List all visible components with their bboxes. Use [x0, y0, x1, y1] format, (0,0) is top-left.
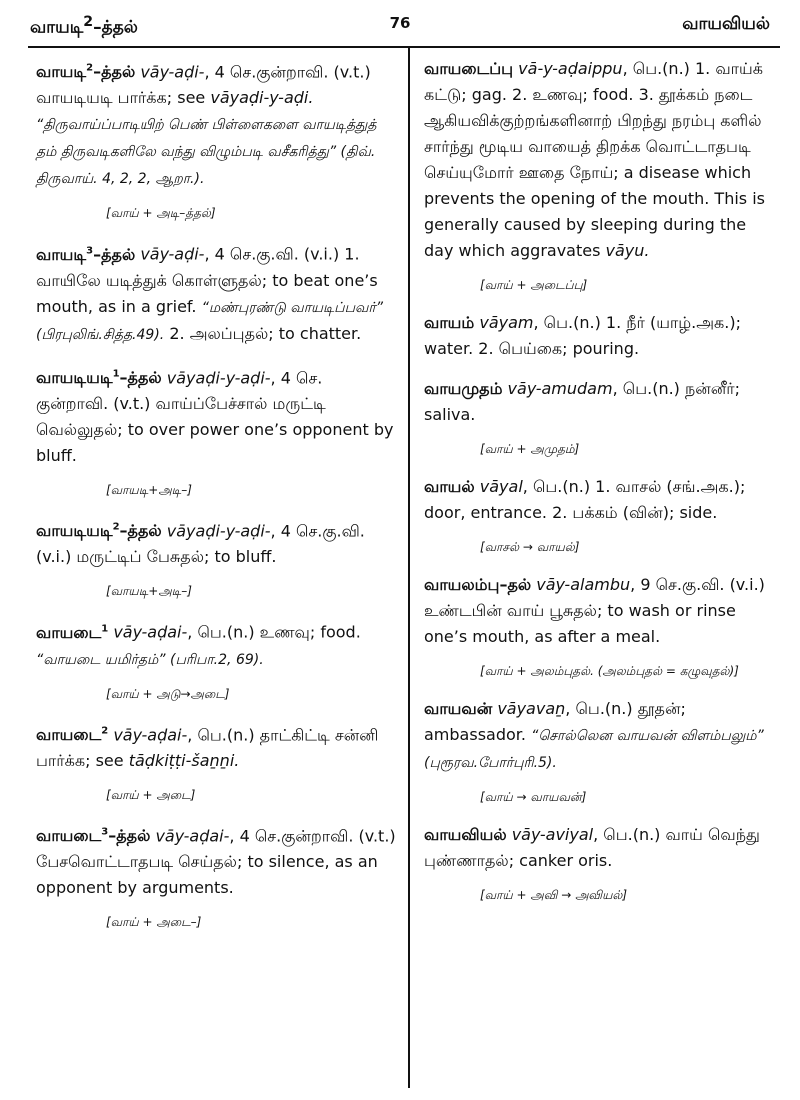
dictionary-entry	[36, 515, 396, 570]
entry-crossref: tāḍkiṭṭi-šaṉṉi.	[128, 750, 240, 770]
dictionary-entry	[424, 376, 776, 428]
entry-definition: , 4 செ.குன்றாவி. (v.t.) பேசவொட்டாதபடி செய்தல்; to silence, as an opponent by arguments.	[36, 826, 396, 898]
entry-headword: வாயடை$^1$	[36, 622, 109, 642]
dictionary-entry	[424, 56, 776, 264]
entry-headword: வாயடியடி$^2$–த்தல்	[36, 521, 162, 541]
entry-etymology: [வாய் → வாயவன்]	[480, 790, 587, 804]
right-column	[424, 56, 776, 920]
entry-definition: , 4 செ. குன்றாவி. (v.t.) வாய்ப்பேச்சால் மருட்டி வெல்லுதல்; to over power one’s opponent by bluff.	[36, 367, 394, 465]
entry-etymology: [வாய் + அவி → அவியல்]	[480, 888, 627, 902]
entry-definition: , பெ.(n.) தூதன்; ambassador.	[424, 699, 686, 744]
dictionary-entry	[424, 822, 776, 874]
entry-etymology: [வாய் + அடைப்பு]	[480, 278, 588, 292]
dictionary-entry	[36, 238, 396, 347]
left-column	[36, 56, 396, 947]
page-header	[0, 0, 800, 48]
entry-headword: வாயடை$^3$–த்தல்	[36, 826, 151, 846]
entry-transliteration: vāy-aviyal	[511, 825, 594, 844]
entry-definition: , 9 செ.கு.வி. (v.i.) உண்டபின் வாய் பூசுதல்; to wash or rinse one’s mouth, as after a meal.	[424, 575, 765, 646]
dictionary-entry	[424, 310, 776, 362]
entry-transliteration: vāyaḍi-y-aḍi-	[166, 521, 271, 541]
entry-headword: வாயலம்பு–தல்	[424, 575, 532, 594]
entry-definition: , 4 செ.குன்றாவி. (v.t.) வாயடியடி பார்க்க; see	[36, 62, 371, 108]
entry-headword: வாயவியல்	[424, 825, 507, 844]
entry-etymology: [வாசல் → வாயல்]	[480, 540, 580, 554]
entry-headword: வாயல்	[424, 477, 475, 496]
entry-transliteration: vāy-aḍi-	[140, 244, 205, 264]
dictionary-entry	[36, 56, 396, 192]
entry-headword: வாயடி$^3$–த்தல்	[36, 244, 136, 264]
dictionary-entry	[424, 572, 776, 650]
entry-transliteration: vāy-alambu	[536, 575, 631, 594]
entry-transliteration: vāy-aḍi-	[140, 62, 205, 82]
entry-definition: , பெ.(n.) 1. வாய்க் கட்டு; gag. 2. உணவு; food. 3. தூக்கம் நடை ஆகியவிக்குற்றங்களினாற் பிறந்து நரம்பு களில் சார்ந்து மூடிய வாயைத் திறக்க வொட்டாதபடி செய்யுமோர் ஊதை நோய்; a disease which prevents the opening of the mouth. This is generally caused by sleeping during the day which aggravates	[424, 59, 765, 260]
entry-definition: , 4 செ.கு.வி. (v.i.) மருட்டிப் பேசுதல்; to bluff.	[36, 521, 365, 567]
entry-etymology: [வாய் + அடை]	[106, 787, 196, 802]
entry-transliteration: vāyaḍi-y-aḍi-	[166, 367, 271, 387]
entry-headword: வாயமுதம்	[424, 379, 503, 398]
entry-headword: வாயம்	[424, 313, 475, 332]
entry-crossref: vāyu.	[605, 241, 650, 260]
entry-quotation: “மண்புரண்டு வாயடிப்பவர்” (பிரபுலிங்.சித்த.49).	[36, 299, 383, 343]
entry-definition-cont: 2. அலப்புதல்; to chatter.	[164, 323, 362, 343]
dictionary-entry	[36, 362, 396, 469]
entry-quotation: “திருவாய்ப்பாடியிற் பெண் பிள்ளைகளை வாயடித்துத் தம் திருவடிகளிலே வந்து விழும்படி வசீகரித்து” (திவ். திருவாய். 4, 2, 2, ஆறா.).	[36, 117, 377, 188]
entry-etymology: [வாய் + அலம்புதல். (அலம்புதல் = கழுவுதல்)]	[480, 664, 739, 678]
entry-quotation: “சொல்லென வாயவன் விளம்பலும்” (புரூரவ.போர்புரி.5).	[424, 728, 764, 771]
dictionary-entry	[36, 719, 396, 774]
entry-headword: வாயடியடி$^1$–த்தல்	[36, 367, 162, 387]
entry-definition: , பெ.(n.) 1. வாசல் (சங்.அக.); door, entrance. 2. பக்கம் (வின்); side.	[424, 477, 746, 522]
entry-etymology: [வாய் + அடு→அடை]	[106, 686, 230, 701]
header-rule	[28, 46, 780, 48]
entry-transliteration: vāy-aḍai-	[155, 826, 230, 846]
entry-transliteration: vāy-aḍai-	[113, 724, 188, 744]
entry-etymology: [வாய் + அடை–]	[106, 915, 202, 930]
column-divider	[408, 48, 410, 1088]
entry-definition: , பெ.(n.) உணவு; food.	[187, 622, 361, 642]
entry-definition: , 4 செ.கு.வி. (v.i.) 1. வாயிலே யடித்துக் கொள்ளுதல்; to beat one’s mouth, as in a grief.	[36, 244, 378, 316]
entry-etymology: [வாயடி+அடி–]	[106, 482, 192, 497]
entry-headword: வாயவன்	[424, 699, 493, 718]
entry-etymology: [வாயடி+அடி–]	[106, 584, 192, 599]
dictionary-entry	[424, 696, 776, 776]
entry-headword: வாயடைப்பு	[424, 59, 514, 78]
entry-definition: , பெ.(n.) தாட்கிட்டி சன்னி பார்க்க; see	[36, 724, 379, 770]
entry-transliteration: vāy-amudam	[507, 379, 613, 398]
entry-etymology: [வாய் + அடி–த்தல்]	[106, 206, 216, 221]
entry-quotation: “வாயடை யமிர்தம்” (பரிபா.2, 69).	[36, 651, 264, 668]
dictionary-entry	[36, 616, 396, 672]
entry-transliteration: vāy-aḍai-	[113, 622, 188, 642]
dictionary-entry	[424, 474, 776, 526]
entry-crossref: vāyaḍi-y-aḍi.	[210, 88, 314, 108]
header-left-guideword: வாயடி$^2$–த்தல்	[30, 14, 138, 38]
entry-definition: , பெ.(n.) நன்னீர்; saliva.	[424, 379, 741, 424]
entry-transliteration: vā-y-aḍaippu	[518, 59, 623, 78]
entry-headword: வாயடி$^2$–த்தல்	[36, 62, 136, 82]
entry-transliteration: vāyam	[479, 313, 534, 332]
entry-definition: , பெ.(n.) 1. நீர் (யாழ்.அக.); water. 2. பெய்கை; pouring.	[424, 313, 741, 358]
entry-transliteration: vāyal	[479, 477, 523, 496]
page-number: 76	[389, 14, 411, 32]
header-right-guideword: வாயவியல்	[682, 14, 770, 34]
entry-transliteration: vāyavaṉ	[497, 699, 566, 718]
entry-headword: வாயடை$^2$	[36, 724, 109, 744]
entry-definition: , பெ.(n.) வாய் வெந்து புண்ணாதல்; canker oris.	[424, 825, 760, 870]
dictionary-entry	[36, 820, 396, 901]
entry-etymology: [வாய் + அமுதம்]	[480, 442, 580, 456]
